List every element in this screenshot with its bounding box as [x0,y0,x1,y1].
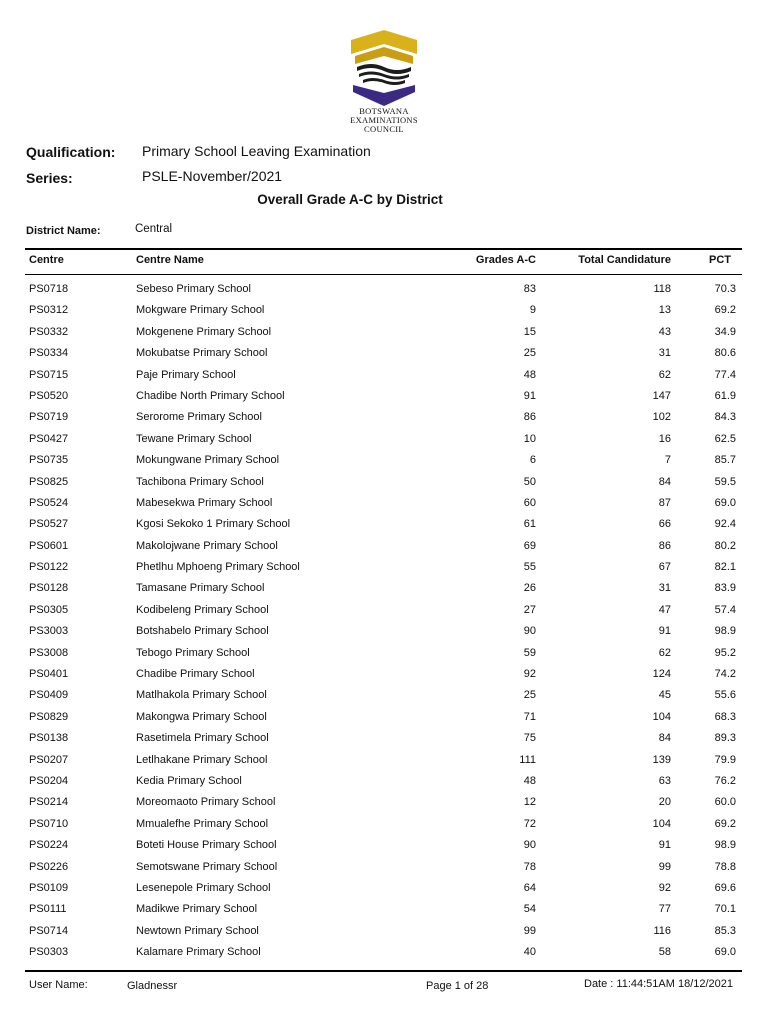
grades-a-c: 90 [523,625,536,638]
table-row [0,878,768,899]
total-candidature: 84 [658,732,671,745]
total-candidature: 104 [652,817,671,830]
table-row [0,472,768,493]
total-candidature: 47 [658,603,671,616]
table-row [0,814,768,835]
pct-value: 70.1 [714,903,736,916]
grades-a-c: 48 [523,368,536,381]
logo-line: BOTSWANA [359,106,409,116]
table-row [0,557,768,578]
pct-value: 82.1 [714,561,736,574]
pct-value: 98.9 [714,625,736,638]
pct-value: 68.3 [714,710,736,723]
total-candidature: 104 [652,710,671,723]
total-candidature: 77 [658,903,671,916]
grades-a-c: 27 [523,603,536,616]
grades-a-c: 99 [523,924,536,937]
logo-line: EXAMINATIONS [350,115,418,125]
table-row [0,450,768,471]
total-candidature: 118 [653,283,671,295]
pct-value: 77.4 [714,368,736,381]
report-title: Overall Grade A-C by District [257,192,443,207]
total-candidature: 92 [658,881,671,894]
grades-a-c: 71 [523,710,536,723]
total-candidature: 58 [658,946,671,959]
table-row [0,857,768,878]
centre-code: PS0214 [29,796,69,809]
col-header-grades: Grades A-C [475,254,536,266]
col-header-centre: Centre [29,254,64,266]
grades-a-c: 75 [523,732,536,745]
table-row [0,750,768,771]
total-candidature: 67 [658,561,671,574]
centre-name: Lesenepole Primary School [136,881,271,894]
total-candidature: 20 [658,796,671,809]
table-header [0,254,768,272]
table-row [0,942,768,963]
grades-a-c: 92 [523,668,536,681]
centre-name: Mokgware Primary School [136,304,265,317]
table-header-rule [25,274,742,275]
grades-a-c: 6 [529,454,536,467]
grades-a-c: 15 [523,325,536,338]
centre-code: PS0303 [29,946,69,959]
qualification-label: Qualification: [26,144,116,160]
centre-code: PS0207 [29,753,69,766]
grades-a-c: 9 [529,304,536,317]
table-row [0,578,768,599]
total-candidature: 62 [658,646,671,659]
centre-code: PS0601 [29,539,69,552]
centre-name: Sebeso Primary School [136,283,251,295]
table-row [0,643,768,664]
total-candidature: 43 [658,325,671,338]
centre-name: Tewane Primary School [136,432,252,445]
logo-line: COUNCIL [364,124,404,134]
centre-code: PS0204 [29,774,69,787]
total-candidature: 45 [658,689,671,702]
pct-value: 79.9 [714,753,736,766]
total-candidature: 86 [658,539,671,552]
centre-code: PS0527 [29,518,69,531]
centre-code: PS0427 [29,432,69,445]
centre-code: PS3008 [29,646,69,659]
pct-value: 57.4 [714,603,736,616]
series-label: Series: [26,170,73,186]
centre-name: Semotswane Primary School [136,860,278,873]
centre-code: PS0111 [29,903,67,916]
grades-a-c: 60 [523,496,536,509]
table-row [0,514,768,535]
pct-value: 74.2 [714,668,736,681]
pct-value: 78.8 [714,860,736,873]
table-row [0,707,768,728]
grades-a-c: 91 [523,389,536,402]
grades-a-c: 61 [523,518,536,531]
pct-value: 85.7 [714,454,736,467]
pct-value: 92.4 [714,518,736,531]
table-row [0,771,768,792]
grades-a-c: 86 [523,411,536,424]
centre-name: Boteti House Primary School [136,839,277,852]
centre-name: Makolojwane Primary School [136,539,278,552]
centre-code: PS0829 [29,710,69,723]
pct-value: 76.2 [714,774,736,787]
pct-value: 69.6 [714,881,736,894]
table-row [0,386,768,407]
total-candidature: 116 [653,924,671,937]
total-candidature: 31 [658,582,671,595]
centre-code: PS0409 [29,689,69,702]
grades-a-c: 26 [523,582,536,595]
centre-name: Tamasane Primary School [136,582,265,595]
total-candidature: 147 [652,389,671,402]
grades-a-c: 40 [523,946,536,959]
table-row [0,600,768,621]
table-row [0,407,768,428]
total-candidature: 87 [658,496,671,509]
centre-name: Paje Primary School [136,368,236,381]
grades-a-c: 54 [523,903,536,916]
centre-name: Matlhakola Primary School [136,689,267,702]
table-row [0,300,768,321]
user-name-label: User Name: [29,979,88,991]
centre-name: Botshabelo Primary School [136,625,269,638]
centre-code: PS0735 [29,454,69,467]
total-candidature: 66 [658,518,671,531]
pct-value: 61.9 [714,389,736,402]
centre-code: PS0520 [29,389,69,402]
centre-name: Phetlhu Mphoeng Primary School [136,561,300,574]
centre-name: Madikwe Primary School [136,903,258,916]
centre-code: PS0224 [29,839,69,852]
centre-code: PS3003 [29,625,69,638]
col-header-pct: PCT [709,254,731,266]
centre-name: Kgosi Sekoko 1 Primary School [136,518,291,531]
qualification-value: Primary School Leaving Examination [142,143,371,159]
table-row [0,365,768,386]
grades-a-c: 83 [523,283,536,295]
centre-name: Chadibe North Primary School [136,389,285,402]
centre-code: PS0334 [29,347,69,360]
district-value: Central [135,223,173,235]
grades-a-c: 90 [523,839,536,852]
centre-name: Letlhakane Primary School [136,753,268,766]
pct-value: 69.0 [714,496,736,509]
grades-a-c: 10 [523,432,536,445]
pct-value: 34.9 [714,325,736,338]
footer-rule [25,970,742,972]
grades-a-c: 69 [523,539,536,552]
report-date: Date : 11:44:51AM 18/12/2021 [584,978,734,990]
pct-value: 83.9 [714,582,736,595]
centre-code: PS0332 [29,325,69,338]
table-row [0,322,768,343]
centre-name: Kalamare Primary School [136,946,261,959]
centre-name: Serorome Primary School [136,411,262,424]
pct-value: 80.2 [714,539,736,552]
grades-a-c: 25 [523,347,536,360]
pct-value: 70.3 [714,283,736,295]
table-row [0,621,768,642]
centre-code: PS0138 [29,732,69,745]
table-row [0,343,768,364]
centre-name: Rasetimela Primary School [136,732,269,745]
grades-a-c: 111 [519,753,536,766]
centre-code: PS0226 [29,860,69,873]
pct-value: 89.3 [714,732,736,745]
table-row [0,792,768,813]
table-row [0,899,768,920]
pct-value: 69.2 [714,817,736,830]
bec-logo [322,24,446,138]
total-candidature: 13 [658,304,671,317]
total-candidature: 62 [658,368,671,381]
table-row [0,429,768,450]
centre-code: PS0524 [29,496,69,509]
pct-value: 80.6 [714,347,736,360]
total-candidature: 91 [658,839,671,852]
page-number: Page 1 of 28 [426,980,489,992]
centre-code: PS0715 [29,368,69,381]
centre-code: PS0122 [29,561,69,574]
total-candidature: 63 [658,774,671,787]
centre-name: Tachibona Primary School [136,475,264,488]
grades-a-c: 48 [523,774,536,787]
centre-name: Mokungwane Primary School [136,454,280,467]
table-row [0,728,768,749]
series-value: PSLE-November/2021 [142,168,283,184]
centre-code: PS0305 [29,603,69,616]
centre-name: Kedia Primary School [136,774,242,787]
grades-a-c: 55 [523,561,536,574]
centre-code: PS0312 [29,304,69,317]
pct-value: 85.3 [714,924,736,937]
table-row [0,835,768,856]
centre-code: PS0718 [29,283,69,295]
centre-name: Tebogo Primary School [136,646,250,659]
grades-a-c: 78 [523,860,536,873]
total-candidature: 7 [664,454,671,467]
centre-name: Mokgenene Primary School [136,325,272,338]
centre-name: Mmualefhe Primary School [136,817,269,830]
pct-value: 95.2 [714,646,736,659]
pct-value: 84.3 [714,411,736,424]
centre-code: PS0825 [29,475,69,488]
logo-wordmark [322,107,446,134]
grades-a-c: 25 [523,689,536,702]
centre-code: PS0714 [29,924,69,937]
table-row [0,664,768,685]
total-candidature: 124 [652,668,671,681]
centre-code: PS0719 [29,411,69,424]
user-name-value: Gladnessr [127,980,178,992]
total-candidature: 84 [658,475,671,488]
grades-a-c: 72 [523,817,536,830]
total-candidature: 99 [658,860,671,873]
grades-a-c: 64 [523,881,536,894]
centre-code: PS0109 [29,881,69,894]
total-candidature: 31 [658,347,671,360]
table-row [0,493,768,514]
pct-value: 55.6 [714,689,736,702]
col-header-centre-name: Centre Name [136,254,204,266]
total-candidature: 102 [652,411,671,424]
pct-value: 98.9 [714,839,736,852]
pct-value: 62.5 [714,432,736,445]
district-label: District Name: [26,225,101,237]
centre-name: Mabesekwa Primary School [136,496,273,509]
centre-name: Makongwa Primary School [136,710,267,723]
centre-code: PS0401 [29,668,69,681]
table-row [0,536,768,557]
centre-name: Chadibe Primary School [136,668,255,681]
centre-name: Kodibeleng Primary School [136,603,269,616]
table-body [0,279,768,964]
grades-a-c: 12 [523,796,536,809]
centre-code: PS0128 [29,582,69,595]
bec-emblem-icon [349,30,419,108]
centre-name: Moreomaoto Primary School [136,796,276,809]
grades-a-c: 50 [523,475,536,488]
table-row [0,921,768,942]
total-candidature: 91 [658,625,671,638]
table-row [0,279,768,300]
col-header-total: Total Candidature [578,254,671,266]
table-row [0,685,768,706]
centre-code: PS0710 [29,817,69,830]
table-top-rule [25,248,742,250]
centre-name: Newtown Primary School [136,924,259,937]
total-candidature: 139 [652,753,671,766]
grades-a-c: 59 [523,646,536,659]
centre-name: Mokubatse Primary School [136,347,268,360]
pct-value: 69.2 [714,304,736,317]
pct-value: 59.5 [714,475,736,488]
pct-value: 60.0 [714,796,736,809]
pct-value: 69.0 [714,946,736,959]
total-candidature: 16 [658,432,671,445]
